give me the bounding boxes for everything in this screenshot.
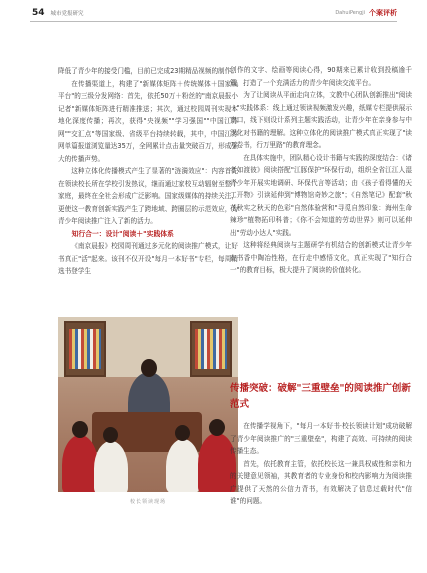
header-rule xyxy=(30,21,397,22)
paragraph: 在传播学视角下，"每月一本好书·校长领读计划"成功破解了青少年阅读推广的"三重壁垒"，构建了高效、可持续的阅读传播生态。 xyxy=(230,422,412,455)
section-headline: 传播突破：破解"三重壁垒"的阅读推广创新范式 xyxy=(230,383,411,410)
student-figure xyxy=(94,441,128,492)
bookshelf xyxy=(190,321,232,377)
left-column xyxy=(58,65,238,278)
journal-name: 城市党报研究 xyxy=(50,11,84,17)
paragraph: 降低了青少年的接受门槛，目前已完成23期精品视频的制作。 xyxy=(58,67,238,75)
page-header-right xyxy=(335,7,397,19)
student-figure xyxy=(62,435,98,492)
bookshelf xyxy=(64,321,106,377)
student-head xyxy=(103,427,118,443)
page-number: 54 xyxy=(32,8,45,18)
section-title: 个案评析 xyxy=(369,9,397,17)
student-head xyxy=(72,421,88,438)
paragraph: 在传播渠道上，构建了"新媒体矩阵＋传统媒体＋国家级平台"的三级分发网络：首先，依托50万＋粉丝的"南京晨报小记者"新媒体矩阵进行精准推送；其次，通过校园周刊实现本地化深度传播；再次，获得"央视频""学习强国""中国江苏网""交汇点"等国家级、省级平台持续转载，其中，中国江苏网单篇报道浏览量达35万，全网累计点击量突破百万，形成强大的传播声势。 xyxy=(58,79,238,163)
paragraph: 创作的文字、绘画等阅读心得，90期来已累计收到投稿逾千篇，打造了一个充满活力的青少年阅读交流平台。 xyxy=(230,66,412,87)
right-column xyxy=(230,64,412,277)
right-column-lower xyxy=(230,420,412,508)
paragraph: 这种立体化传播模式产生了显著的"涟漪效应"：内容首先在领读校长所在学校引发热议，继而通过家校互动辐射至整个家庭，最终在全社会形成广泛影响。国家级媒体的持续关注，更使这一教育创新实践产生了跨地域、跨圈层的示范效应，为青少年阅读推广注入了新的活力。 xyxy=(58,167,238,225)
paragraph: 在具体实施中，团队精心设计书籍与实践的深度结合：《诸者如渡彼》阅读搭配"江豚保护"环保行动，组织全省江江人湿青少年开展实地调研、环保代言等活动；由《孩子看得懂的天工开物》引读延伸到"博物馆奇妙之旅"；《自然笔记》配套"秋花秋实之秋天的色彩"自然体验营和"寻觅自然印象：海州生命辣珍"植物拓印科普；《你不会知道的劳动世界》则可以延伸出"劳动小达人"实践。 xyxy=(230,153,412,237)
subheading: 知行合一：设计"阅读＋"实践体系 xyxy=(71,229,174,238)
paragraph: 首先，依托教育主管，依托校长这一兼具权威性和亲和力的关键意见领袖，其教育者的专业身份和校内影响力为阅读推广提供了天然的公信力背书，有效解决了信息过载时代"信谁"的问题。 xyxy=(230,459,412,505)
student-head xyxy=(209,419,225,436)
paragraph: 为了让阅读从平面走向立体，文教中心团队创新推出"阅读＋"实践体系：线上通过领读视频激发兴趣，纸媒专栏提供展示窗口，线下则设计系列主题实践活动，让青少年在亲身参与中深化对书籍的理解。这种立体化的阅读推广模式真正实现了"读万卷书，行万里路"的教育理念。 xyxy=(230,91,412,149)
classroom-photo xyxy=(58,317,238,492)
principal-head xyxy=(141,359,157,377)
student-head xyxy=(175,425,190,441)
photo-caption: 校长领读现场 xyxy=(129,499,166,505)
paragraph: 《南京晨报》校园周刊通过多元化的阅读推广模式，让好书真正"活"起来。该刊不仅开设"每月一本好书"专栏，每周精选书登学生 xyxy=(58,242,238,275)
paragraph: 这种将经典阅读与主题研学有机结合的创新模式让青少年在书香中陶冶性格，在行走中感悟文化，真正实现了"知行合一"的教育目标，极大提升了阅读的价值转化。 xyxy=(230,241,412,274)
page-header-left xyxy=(32,7,84,19)
header-english: DahuiPengji xyxy=(335,10,365,16)
student-figure xyxy=(166,439,200,492)
